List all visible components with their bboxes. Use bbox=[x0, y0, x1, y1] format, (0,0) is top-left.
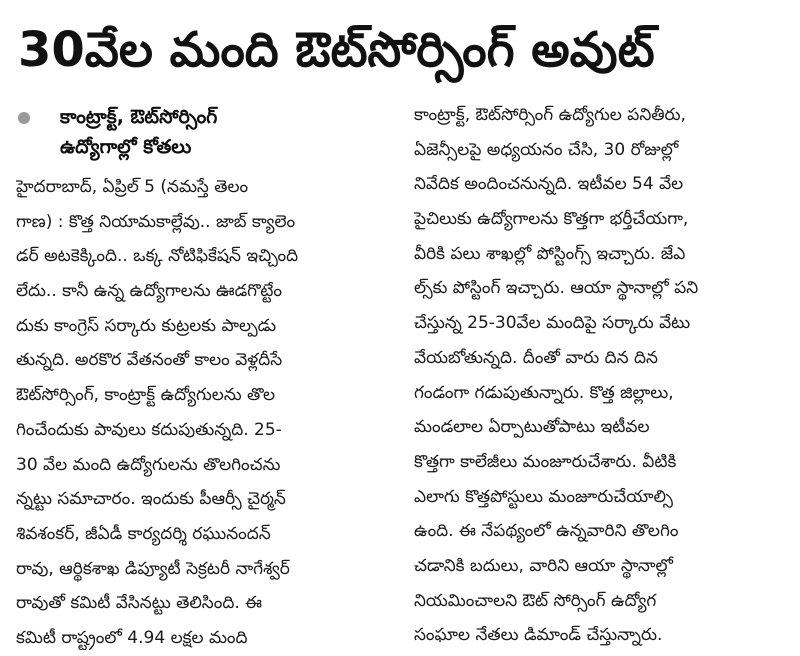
text-line: సంఘాల నేతలు డిమాండ్ చేస్తున్నారు. bbox=[414, 625, 663, 646]
left-column-body bbox=[16, 170, 390, 656]
text-line: కమిటీ రాష్ట్రంలో 4.94 లక్షల మంది bbox=[16, 627, 248, 648]
subheading bbox=[16, 102, 390, 162]
text-line: రావు, ఆర్థికశాఖ డిప్యూటీ సెక్రటరీ నాగేశ్వర్ bbox=[16, 558, 290, 579]
text-line: కొత్తగా కాలేజీలు మంజూరుచేశారు. వీటికి bbox=[414, 451, 677, 472]
text-line: దుకు కాంగ్రెస్ సర్కారు కుట్రలకు పాల్పడు bbox=[16, 315, 277, 336]
bullet-dot-icon bbox=[18, 112, 30, 124]
text-line: న్నట్టు సమాచారం. ఇందుకు పీఆర్సీ చైర్మన్ bbox=[16, 489, 286, 510]
text-line: కాంట్రాక్ట్, ఔట్‌సోర్సింగ్ ఉద్యోగుల పనితీరు, bbox=[414, 105, 686, 125]
text-line: చేస్తున్న 25-30వేల మందిపై సర్కారు వేటు bbox=[414, 313, 691, 334]
text-line: మండలాల ఏర్పాటుతోపాటు ఇటీవల bbox=[414, 417, 650, 438]
text-line: ఔట్‌సోర్సింగ్, కాంట్రాక్ట్ ఉద్యోగులను తొల bbox=[16, 385, 276, 406]
headline: 30వేల మంది ఔట్‌సోర్సింగ్ అవుట్ bbox=[18, 22, 655, 78]
text-line: డర్ అటకెక్కింది.. ఒక్క నోటిఫికేషన్ ఇచ్చింది bbox=[16, 246, 299, 267]
text-line: ఎలాగు కొత్తపోస్టులు మంజూరుచేయాల్సి bbox=[414, 486, 673, 507]
text-line: రావుతో కమిటీ వేసినట్టు తెలిసింది. ఈ bbox=[16, 593, 263, 614]
text-line: పైచిలుకు ఉద్యోగాలను కొత్తగా భర్తీచేయగా, bbox=[414, 209, 689, 230]
subheading-line: ఉద్యోగాల్లో కోతలు bbox=[60, 136, 192, 158]
text-line: తున్నది. అరకొర వేతనంతో కాలం వెళ్లదీసే bbox=[16, 350, 283, 371]
text-line: లేదు.. కానీ ఉన్న ఉద్యోగాలను ఊడగొట్టేం bbox=[16, 281, 282, 302]
right-column bbox=[414, 98, 786, 653]
text-line: వీరికి పలు శాఖల్లో పోస్టింగ్స్ ఇచ్చారు. జేఎ bbox=[414, 243, 686, 264]
subheading-line: కాంట్రాక్ట్, ఔట్‌సోర్సింగ్ bbox=[60, 106, 218, 128]
text-line: నియమించాలని ఔట్ సోర్సింగ్ ఉద్యోగ bbox=[414, 590, 657, 611]
text-line: శివశంకర్, జీఏడీ కార్యదర్శి రఘునందన్ bbox=[16, 523, 271, 544]
text-line: ల్స్‌కు పోస్టింగ్ ఇచ్చారు. ఆయా స్థానాల్లో పని bbox=[414, 278, 699, 299]
text-line: చడానికి బదులు, వారిని ఆయా స్థానాల్లో bbox=[414, 555, 674, 576]
text-line: నివేదిక అందించనున్నది. ఇటీవల 54 వేల bbox=[414, 174, 684, 195]
text-line: వేయబోతున్నది. దీంతో వారు దిన దిన bbox=[414, 347, 658, 368]
text-line: గాణ) : కొత్త నియామకాల్లేవు.. జాబ్ క్యాలెం bbox=[16, 211, 296, 232]
text-line: ఏజెన్సీలపై అధ్యయనం చేసి, 30 రోజుల్లో bbox=[414, 139, 679, 160]
left-column bbox=[16, 98, 390, 656]
text-line: 30 వేల మంది ఉద్యోగులను తొలగించను bbox=[16, 454, 281, 475]
text-line: ఉంది. ఈ నేపథ్యంలో ఉన్నవారిని తొలగిం bbox=[414, 521, 679, 542]
text-line: గించేందుకు పావులు కదుపుతున్నది. 25- bbox=[16, 419, 282, 440]
text-line: హైదరాబాద్, ఏప్రిల్ 5 (నమస్తే తెలం bbox=[16, 177, 249, 197]
text-line: గండంగా గడుపుతున్నారు. కొత్త జిల్లాలు, bbox=[414, 382, 674, 403]
